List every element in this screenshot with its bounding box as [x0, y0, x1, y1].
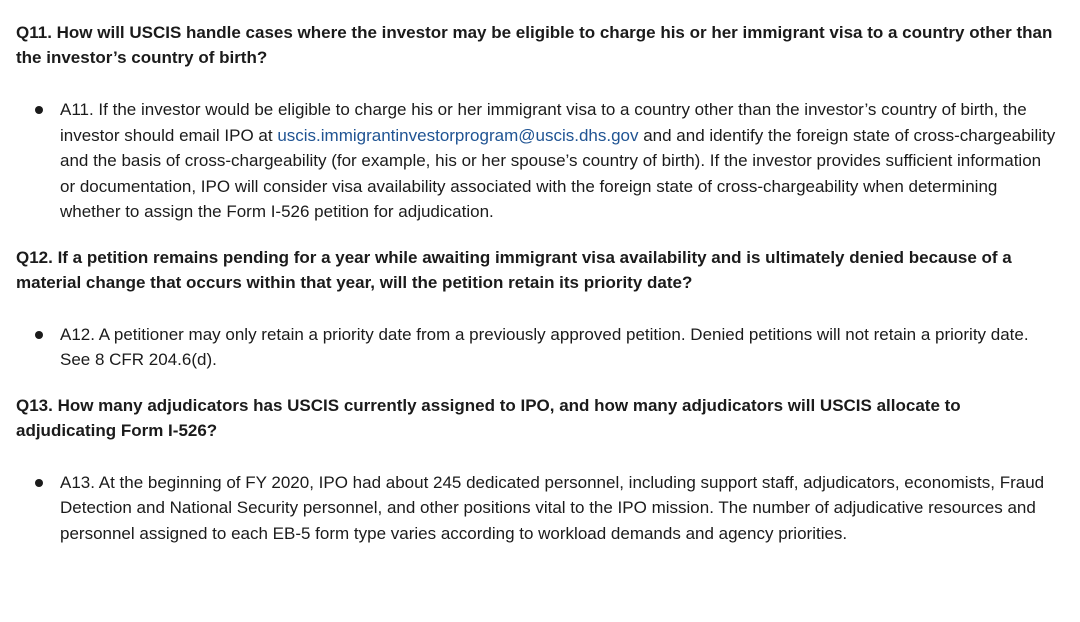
- qa-block-q12: [16, 245, 1060, 373]
- bullet-icon: [35, 479, 43, 487]
- answer-a11-text-after: and and identify the foreign state of cross-chargeability and the basis of cross-chargeability (for example, his or her spouse’s country of birth). If the investor provides sufficient information or documentation, IPO will consider visa availability associated with the foreign state of cross-chargeability when determining whether to assign the Form I-526 petition for adjudication.: [60, 125, 1056, 221]
- question-q13: Q13. How many adjudicators has USCIS currently assigned to IPO, and how many adjudicators will USCIS allocate to adjudicating Form I-526?: [16, 395, 961, 440]
- answer-a11: [16, 97, 1060, 225]
- answer-a13-text: A13. At the beginning of FY 2020, IPO had about 245 dedicated personnel, including support staff, adjudicators, economists, Fraud Detection and National Security personnel, and other positions vital to the IPO mission. The number of adjudicative resources and personnel assigned to each EB-5 form type varies according to workload demands and agency priorities.: [60, 472, 1045, 543]
- answer-list-a12: [16, 322, 1060, 373]
- ipo-email-link[interactable]: uscis.immigrantinvestorprogram@uscis.dhs.gov: [277, 125, 639, 145]
- qa-block-q11: [16, 20, 1060, 225]
- question-q12: Q12. If a petition remains pending for a year while awaiting immigrant visa availability and is ultimately denied because of a material change that occurs within that year, will the petition retain its priority date?: [16, 247, 1012, 292]
- qa-block-q13: [16, 393, 1060, 547]
- answer-list-a11: [16, 97, 1060, 225]
- answer-a13: [16, 470, 1060, 547]
- answer-a12: [16, 322, 1060, 373]
- bullet-icon: [35, 331, 43, 339]
- answer-list-a13: [16, 470, 1060, 547]
- question-q11: Q11. How will USCIS handle cases where the investor may be eligible to charge his or her immigrant visa to a country other than the investor’s country of birth?: [16, 23, 1053, 67]
- bullet-icon: [35, 106, 43, 114]
- answer-a11-text-before: A11. If the investor would be eligible to charge his or her immigrant visa to a country other than the investor’s country of birth, the investor should email IPO at: [60, 100, 1027, 145]
- answer-a12-text: A12. A petitioner may only retain a priority date from a previously approved petition. Denied petitions will not retain a priority date. See 8 CFR 204.6(d).: [60, 324, 1029, 369]
